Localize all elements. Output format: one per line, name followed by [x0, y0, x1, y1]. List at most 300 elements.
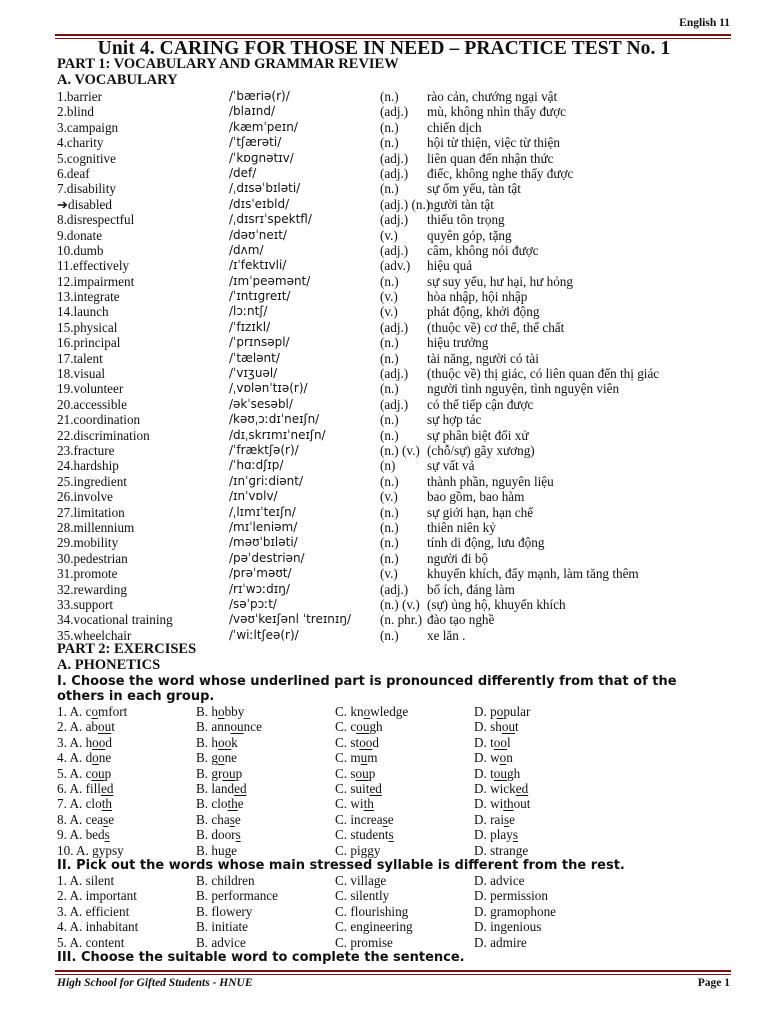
question-row — [57, 888, 747, 903]
vocab-pos: (n.) — [380, 273, 399, 289]
answer-option: 5. A. content — [57, 934, 125, 950]
vocab-word: 18.visual — [57, 366, 105, 382]
vocab-word: 32.rewarding — [57, 581, 127, 597]
answer-option: D. gramophone — [474, 903, 557, 919]
vocab-pos: (v.) — [380, 489, 398, 505]
vocab-meaning: liên quan đến nhận thức — [427, 150, 554, 166]
vocab-pos: (n.) — [380, 427, 399, 443]
underlined-part: s — [388, 827, 394, 843]
option-text: B. cha — [196, 811, 230, 827]
vocab-meaning: sự hợp tác — [427, 412, 482, 428]
answer-option — [196, 827, 241, 842]
vocab-row — [57, 351, 747, 366]
question-row — [57, 719, 747, 734]
option-text: 4. A. d — [57, 750, 93, 766]
vocab-pos: (adj.) — [380, 150, 409, 166]
vocab-word: 31.promote — [57, 566, 118, 582]
answer-option — [196, 766, 242, 781]
vocab-meaning: người đi bộ — [427, 550, 489, 566]
vocab-ipa: /mɪˈleniəm/ — [229, 519, 298, 534]
vocab-ipa: /ˌlɪmɪˈteɪʃn/ — [229, 504, 296, 519]
vocab-word: 10.dumb — [57, 242, 104, 258]
underlined-part: th — [363, 796, 374, 812]
answer-option — [57, 827, 110, 842]
vocab-meaning: sự vất vả — [427, 458, 475, 474]
vocab-word: 21.coordination — [57, 412, 141, 428]
vocab-row — [57, 335, 747, 350]
vocab-row — [57, 582, 747, 597]
underlined-part: th — [503, 796, 514, 812]
option-text: e — [234, 811, 241, 827]
underlined-part: o — [363, 704, 371, 719]
answer-option — [474, 704, 530, 719]
vocab-meaning: bao gồm, bao hàm — [427, 489, 525, 505]
underlined-part: th — [101, 796, 112, 812]
answer-option: 1. A. silent — [57, 873, 115, 888]
underlined-part: ed — [369, 780, 382, 796]
vocab-meaning: thành phần, nguyên liệu — [427, 473, 554, 489]
option-text: ne — [224, 750, 238, 766]
answer-option — [57, 843, 124, 858]
exercise3-instruction: III. Choose the suitable word to complete the sentence. — [57, 950, 465, 965]
vocab-row — [57, 258, 747, 273]
vocab-meaning: câm, không nói được — [427, 242, 539, 258]
vocab-word: 28.millennium — [57, 519, 135, 535]
underlined-part: s — [103, 811, 109, 827]
vocab-word: 9.donate — [57, 227, 103, 243]
answer-option — [474, 781, 528, 796]
vocab-ipa: /ˈvɪʒuəl/ — [229, 366, 278, 381]
vocab-pos: (n.) — [380, 473, 399, 489]
vocab-meaning: sự ốm yếu, tàn tật — [427, 181, 521, 197]
underlined-part: ou — [501, 719, 516, 735]
exercise1-list — [57, 704, 747, 858]
vocab-word: 35.wheelchair — [57, 627, 132, 643]
vocab-word: 25.ingredient — [57, 473, 127, 489]
option-text: B. hu — [196, 842, 225, 858]
header-rule — [55, 34, 731, 36]
option-text: B. h — [196, 734, 218, 750]
vocab-pos: (n.) — [380, 181, 399, 197]
question-row — [57, 812, 747, 827]
option-text: D. play — [474, 827, 513, 843]
underlined-part: u — [360, 750, 368, 766]
option-text: ne — [98, 750, 112, 766]
option-text: e — [522, 842, 529, 858]
option-text: B. gr — [196, 765, 223, 781]
underlined-part: ed — [515, 780, 529, 796]
vocab-row — [57, 120, 747, 135]
vocab-ipa: /ˈbæriə(r)/ — [229, 89, 290, 103]
answer-option: B. advice — [196, 934, 246, 950]
option-text: 6. A. fill — [57, 780, 101, 796]
vocab-row — [57, 458, 747, 473]
vocab-ipa: /rɪˈwɔːdɪŋ/ — [229, 581, 290, 596]
answer-option — [474, 796, 530, 811]
option-text: gh — [506, 765, 521, 781]
option-text: l — [506, 734, 511, 750]
vocab-row — [57, 535, 747, 550]
vocab-row — [57, 520, 747, 535]
vocab-meaning: tính di động, lưu động — [427, 535, 545, 551]
option-text: 5. A. c — [57, 765, 92, 781]
vocab-ipa: /ˈkɒɡnətɪv/ — [229, 150, 294, 165]
vocab-word: 7.disability — [57, 181, 116, 197]
option-text: p — [368, 765, 376, 781]
vocab-pos: (n.) — [380, 381, 399, 397]
option-text: B. h — [196, 704, 218, 719]
vocab-pos: (adj.) (n.) — [380, 196, 431, 212]
answer-option: C. engineering — [335, 919, 413, 935]
vocab-meaning: sự suy yếu, hư hại, hư hỏng — [427, 273, 573, 289]
vocab-word: 26.involve — [57, 489, 114, 505]
option-text: C. student — [335, 827, 389, 843]
vocab-word: 20.accessible — [57, 396, 127, 412]
option-text: d — [372, 734, 379, 750]
vocab-pos: (n.) — [380, 119, 399, 135]
footer-rule — [55, 970, 731, 972]
answer-option — [196, 812, 241, 827]
vocab-meaning: hội từ thiện, việc từ thiện — [427, 135, 560, 151]
vocab-meaning: người tàn tật — [427, 196, 494, 212]
option-text: D. wick — [474, 780, 516, 796]
vocab-ipa: /ɪnˈvɒlv/ — [229, 489, 278, 504]
vocab-pos: (adj.) — [380, 366, 409, 382]
answer-option — [196, 781, 247, 796]
answer-option: C. flourishing — [335, 903, 409, 919]
vocab-pos: (n) — [380, 458, 396, 474]
answer-option — [335, 719, 383, 734]
vocab-row — [57, 197, 747, 212]
question-row — [57, 843, 747, 858]
underlined-part: ou — [230, 719, 244, 735]
vocab-pos: (n.) (v.) — [380, 442, 420, 458]
vocab-row — [57, 181, 747, 196]
vocab-word: 2.blind — [57, 104, 94, 120]
vocab-meaning: (thuộc về) thị giác, có liên quan đến thị giác — [427, 366, 660, 382]
vocabulary-list — [57, 89, 747, 643]
option-text: m — [367, 750, 378, 766]
answer-option: C. silently — [335, 888, 390, 904]
vocab-ipa: /lɔːntʃ/ — [229, 304, 268, 319]
answer-option — [335, 827, 394, 842]
vocab-row — [57, 289, 747, 304]
option-text: D. wi — [474, 796, 504, 812]
vocab-row — [57, 489, 747, 504]
vocab-pos: (n.) — [380, 550, 399, 566]
answer-option: D. permission — [474, 888, 548, 904]
vocab-meaning: (thuộc về) cơ thể, thể chất — [427, 319, 565, 335]
vocabulary-heading: A. VOCABULARY — [57, 72, 178, 88]
vocab-pos: (v.) — [380, 566, 398, 582]
vocab-pos: (n.) — [380, 627, 399, 643]
answer-option — [196, 796, 244, 811]
vocab-pos: (adj.) — [380, 396, 409, 412]
answer-option — [57, 812, 114, 827]
vocab-pos: (adj.) — [380, 242, 409, 258]
underlined-part: oo — [359, 734, 373, 750]
underlined-part: ou — [98, 719, 112, 735]
vocab-word: 33.support — [57, 596, 114, 612]
vocab-ipa: /prəˈməʊt/ — [229, 566, 292, 581]
option-text: 9. A. bed — [57, 827, 105, 843]
option-text: p — [235, 765, 243, 781]
vocab-row — [57, 443, 747, 458]
underlined-part: ou — [493, 765, 507, 781]
vocab-ipa: /dɪsˈeɪbld/ — [229, 196, 290, 211]
answer-option — [335, 843, 380, 858]
underlined-part: ed — [234, 780, 247, 796]
vocab-word: 8.disrespectful — [57, 212, 135, 228]
vocab-ipa: /ˈwiːltʃeə(r)/ — [229, 627, 299, 642]
answer-option — [196, 704, 244, 719]
option-text: p — [104, 765, 112, 781]
vocab-word: 27.limitation — [57, 504, 125, 520]
answer-option — [474, 735, 511, 750]
vocab-ipa: /ˌdɪsəˈbɪləti/ — [229, 181, 301, 196]
underlined-part: th — [227, 796, 238, 812]
option-text: C. pi — [335, 842, 361, 858]
answer-option: B. flowery — [196, 903, 253, 919]
question-row — [57, 781, 747, 796]
question-row — [57, 766, 747, 781]
vocab-ipa: /əkˈsesəbl/ — [229, 396, 293, 411]
option-text: D. sh — [474, 719, 502, 735]
option-text: n — [506, 750, 513, 766]
vocab-pos: (adj.) — [380, 581, 409, 597]
option-text: D. rai — [474, 811, 505, 827]
option-text: C. c — [335, 719, 357, 735]
vocab-meaning: (chỗ/sự) gãy xương) — [427, 442, 535, 458]
underlined-part: o — [91, 704, 99, 719]
vocab-pos: (n.) — [380, 412, 399, 428]
option-text: y — [373, 842, 381, 858]
option-text: 8. A. cea — [57, 811, 104, 827]
option-text: e — [509, 811, 516, 827]
option-text: nce — [243, 719, 262, 735]
vocab-pos: (adj.) — [380, 212, 409, 228]
option-text: t — [515, 719, 519, 735]
vocab-pos: (n.) — [380, 335, 399, 351]
option-text: 3. A. h — [57, 734, 93, 750]
option-text: ypsy — [98, 842, 124, 858]
vocab-pos: (n.) (v.) — [380, 596, 420, 612]
vocab-meaning: hiệu quả — [427, 258, 473, 274]
option-text: D. stran — [474, 842, 516, 858]
vocab-meaning: mù, không nhìn thấy được — [427, 104, 567, 120]
option-text: e — [237, 796, 244, 812]
answer-option — [57, 781, 113, 796]
vocab-meaning: thiên niên kỷ — [427, 519, 496, 535]
vocab-ipa: /səˈpɔːt/ — [229, 596, 277, 611]
question-row — [57, 750, 747, 765]
vocab-meaning: hòa nhập, hội nhập — [427, 289, 528, 305]
vocab-word: ➔disabled — [57, 196, 112, 212]
vocab-ipa: /vəʊˈkeɪʃənl ˈtreɪnɪŋ/ — [229, 612, 351, 627]
answer-option — [474, 766, 520, 781]
vocab-meaning: rào cản, chướng ngại vật — [427, 89, 558, 104]
answer-option — [335, 750, 378, 765]
vocab-pos: (v.) — [380, 289, 398, 305]
answer-option — [474, 843, 528, 858]
option-text: e — [387, 811, 394, 827]
answer-option — [57, 750, 111, 765]
vocab-pos: (adj.) — [380, 319, 409, 335]
vocab-ipa: /ˌvɒlənˈtɪə(r)/ — [229, 381, 308, 396]
vocab-row — [57, 505, 747, 520]
option-text: out — [513, 796, 531, 812]
option-text: C. m — [335, 750, 361, 766]
vocab-ipa: /ˈtʃærəti/ — [229, 135, 282, 150]
answer-option — [57, 796, 112, 811]
vocab-row — [57, 104, 747, 119]
vocab-ipa: /ˈprɪnsəpl/ — [229, 335, 290, 350]
option-text: D. p — [474, 704, 497, 719]
vocab-ipa: /ɪˈfektɪvli/ — [229, 258, 287, 273]
phonetics-heading: A. PHONETICS — [57, 657, 161, 673]
underlined-part: ou — [355, 765, 369, 781]
vocab-meaning: chiến dịch — [427, 119, 482, 135]
option-text: B. door — [196, 827, 236, 843]
vocab-ipa: /dʌm/ — [229, 242, 264, 257]
option-text: C. increa — [335, 811, 383, 827]
vocab-word: 1.barrier — [57, 89, 103, 104]
vocab-pos: (adj.) — [380, 165, 409, 181]
answer-option: B. children — [196, 873, 255, 888]
answer-option: D. ingenious — [474, 919, 542, 935]
option-text: t — [111, 719, 115, 735]
option-text: C. suit — [335, 780, 370, 796]
vocab-meaning: khuyến khích, đẩy mạnh, làm tăng thêm — [427, 566, 639, 582]
underlined-part: ou — [91, 765, 105, 781]
vocab-row — [57, 566, 747, 581]
vocab-word: 14.launch — [57, 304, 109, 320]
option-text: wledge — [370, 704, 409, 719]
vocab-row — [57, 151, 747, 166]
vocab-word: 4.charity — [57, 135, 104, 151]
vocab-row — [57, 304, 747, 319]
exercise1-instruction: I. Choose the word whose underlined part is pronounced differently from that of the others in each group. — [57, 674, 677, 704]
vocab-pos: (adv.) — [380, 258, 411, 274]
answer-option: B. initiate — [196, 919, 249, 935]
vocab-word: 34.vocational training — [57, 612, 173, 628]
option-text: k — [231, 734, 238, 750]
option-text: C. wi — [335, 796, 364, 812]
option-text: B. clo — [196, 796, 228, 812]
vocab-word: 24.hardship — [57, 458, 119, 474]
vocab-row — [57, 551, 747, 566]
vocab-word: 22.discrimination — [57, 427, 150, 443]
question-row — [57, 735, 747, 750]
answer-option — [57, 735, 112, 750]
option-text: 2. A. ab — [57, 719, 99, 735]
question-row — [57, 873, 747, 888]
exercise2-list — [57, 873, 747, 950]
exercise2-instruction: II. Pick out the words whose main stressed syllable is different from the rest. — [57, 858, 625, 873]
vocab-word: 30.pedestrian — [57, 550, 128, 566]
option-text: D. t — [474, 765, 494, 781]
vocab-word: 3.campaign — [57, 119, 119, 135]
vocab-row — [57, 366, 747, 381]
vocab-pos: (n.) — [380, 519, 399, 535]
vocab-meaning: xe lăn . — [427, 627, 466, 643]
vocab-word: 12.impairment — [57, 273, 135, 289]
vocab-row — [57, 612, 747, 627]
vocab-ipa: /ˈtælənt/ — [229, 350, 280, 365]
underlined-part: g — [515, 842, 523, 858]
answer-option: C. promise — [335, 934, 393, 950]
vocab-word: 17.talent — [57, 350, 103, 366]
vocab-meaning: có thể tiếp cận được — [427, 396, 534, 412]
vocab-meaning: đào tạo nghề — [427, 612, 495, 628]
vocab-ipa: /dɪˌskrɪmɪˈneɪʃn/ — [229, 427, 326, 442]
vocab-ipa: /məʊˈbɪləti/ — [229, 535, 298, 550]
answer-option — [335, 766, 375, 781]
option-text: 7. A. clo — [57, 796, 102, 812]
question-row — [57, 827, 747, 842]
option-text: e — [231, 842, 238, 858]
answer-option — [335, 796, 374, 811]
vocab-row — [57, 135, 747, 150]
answer-option — [474, 719, 519, 734]
option-text: mfort — [98, 704, 128, 719]
underlined-part: g — [224, 842, 232, 858]
option-text: gh — [369, 719, 383, 735]
question-row — [57, 796, 747, 811]
underlined-part: oo — [217, 734, 232, 750]
part1-heading: PART 1: VOCABULARY AND GRAMMAR REVIEW — [57, 56, 399, 72]
underlined-part: s — [504, 811, 510, 827]
question-row — [57, 935, 747, 950]
option-text: pular — [503, 704, 531, 719]
underlined-part: s — [235, 827, 241, 843]
answer-option: B. performance — [196, 888, 279, 904]
vocab-pos: (n.) — [380, 89, 399, 104]
answer-option — [335, 704, 408, 719]
vocab-pos: (v.) — [380, 227, 398, 243]
underlined-part: oo — [92, 734, 106, 750]
answer-option: 2. A. important — [57, 888, 137, 904]
vocab-pos: (adj.) — [380, 104, 409, 120]
underlined-part: gg — [360, 842, 374, 858]
answer-option: D. advice — [474, 873, 525, 888]
option-text: d — [105, 734, 112, 750]
vocab-word: 6.deaf — [57, 165, 90, 181]
vocab-meaning: tài năng, người có tài — [427, 350, 539, 366]
vocab-pos: (n.) — [380, 135, 399, 151]
vocab-meaning: sự giới hạn, hạn chế — [427, 504, 534, 520]
answer-option — [196, 750, 237, 765]
vocab-word: 15.physical — [57, 319, 118, 335]
vocab-row — [57, 412, 747, 427]
option-text: bby — [224, 704, 245, 719]
answer-option: 4. A. inhabitant — [57, 919, 139, 935]
option-text: D. t — [474, 734, 494, 750]
underlined-part: ou — [222, 765, 236, 781]
vocab-row — [57, 320, 747, 335]
vocab-ipa: /ˈfræktʃə(r)/ — [229, 442, 299, 457]
vocab-meaning: điếc, không nghe thấy được — [427, 165, 574, 181]
option-text: 1. A. c — [57, 704, 92, 719]
option-text: D. w — [474, 750, 500, 766]
option-text: C. kn — [335, 704, 364, 719]
vocab-pos: (v.) — [380, 304, 398, 320]
vocab-word: 13.integrate — [57, 289, 120, 305]
answer-option — [474, 827, 518, 842]
vocab-meaning: phát động, khởi động — [427, 304, 540, 320]
underlined-part: g — [92, 842, 99, 858]
vocab-ipa: /ɪmˈpeəmənt/ — [229, 273, 311, 288]
